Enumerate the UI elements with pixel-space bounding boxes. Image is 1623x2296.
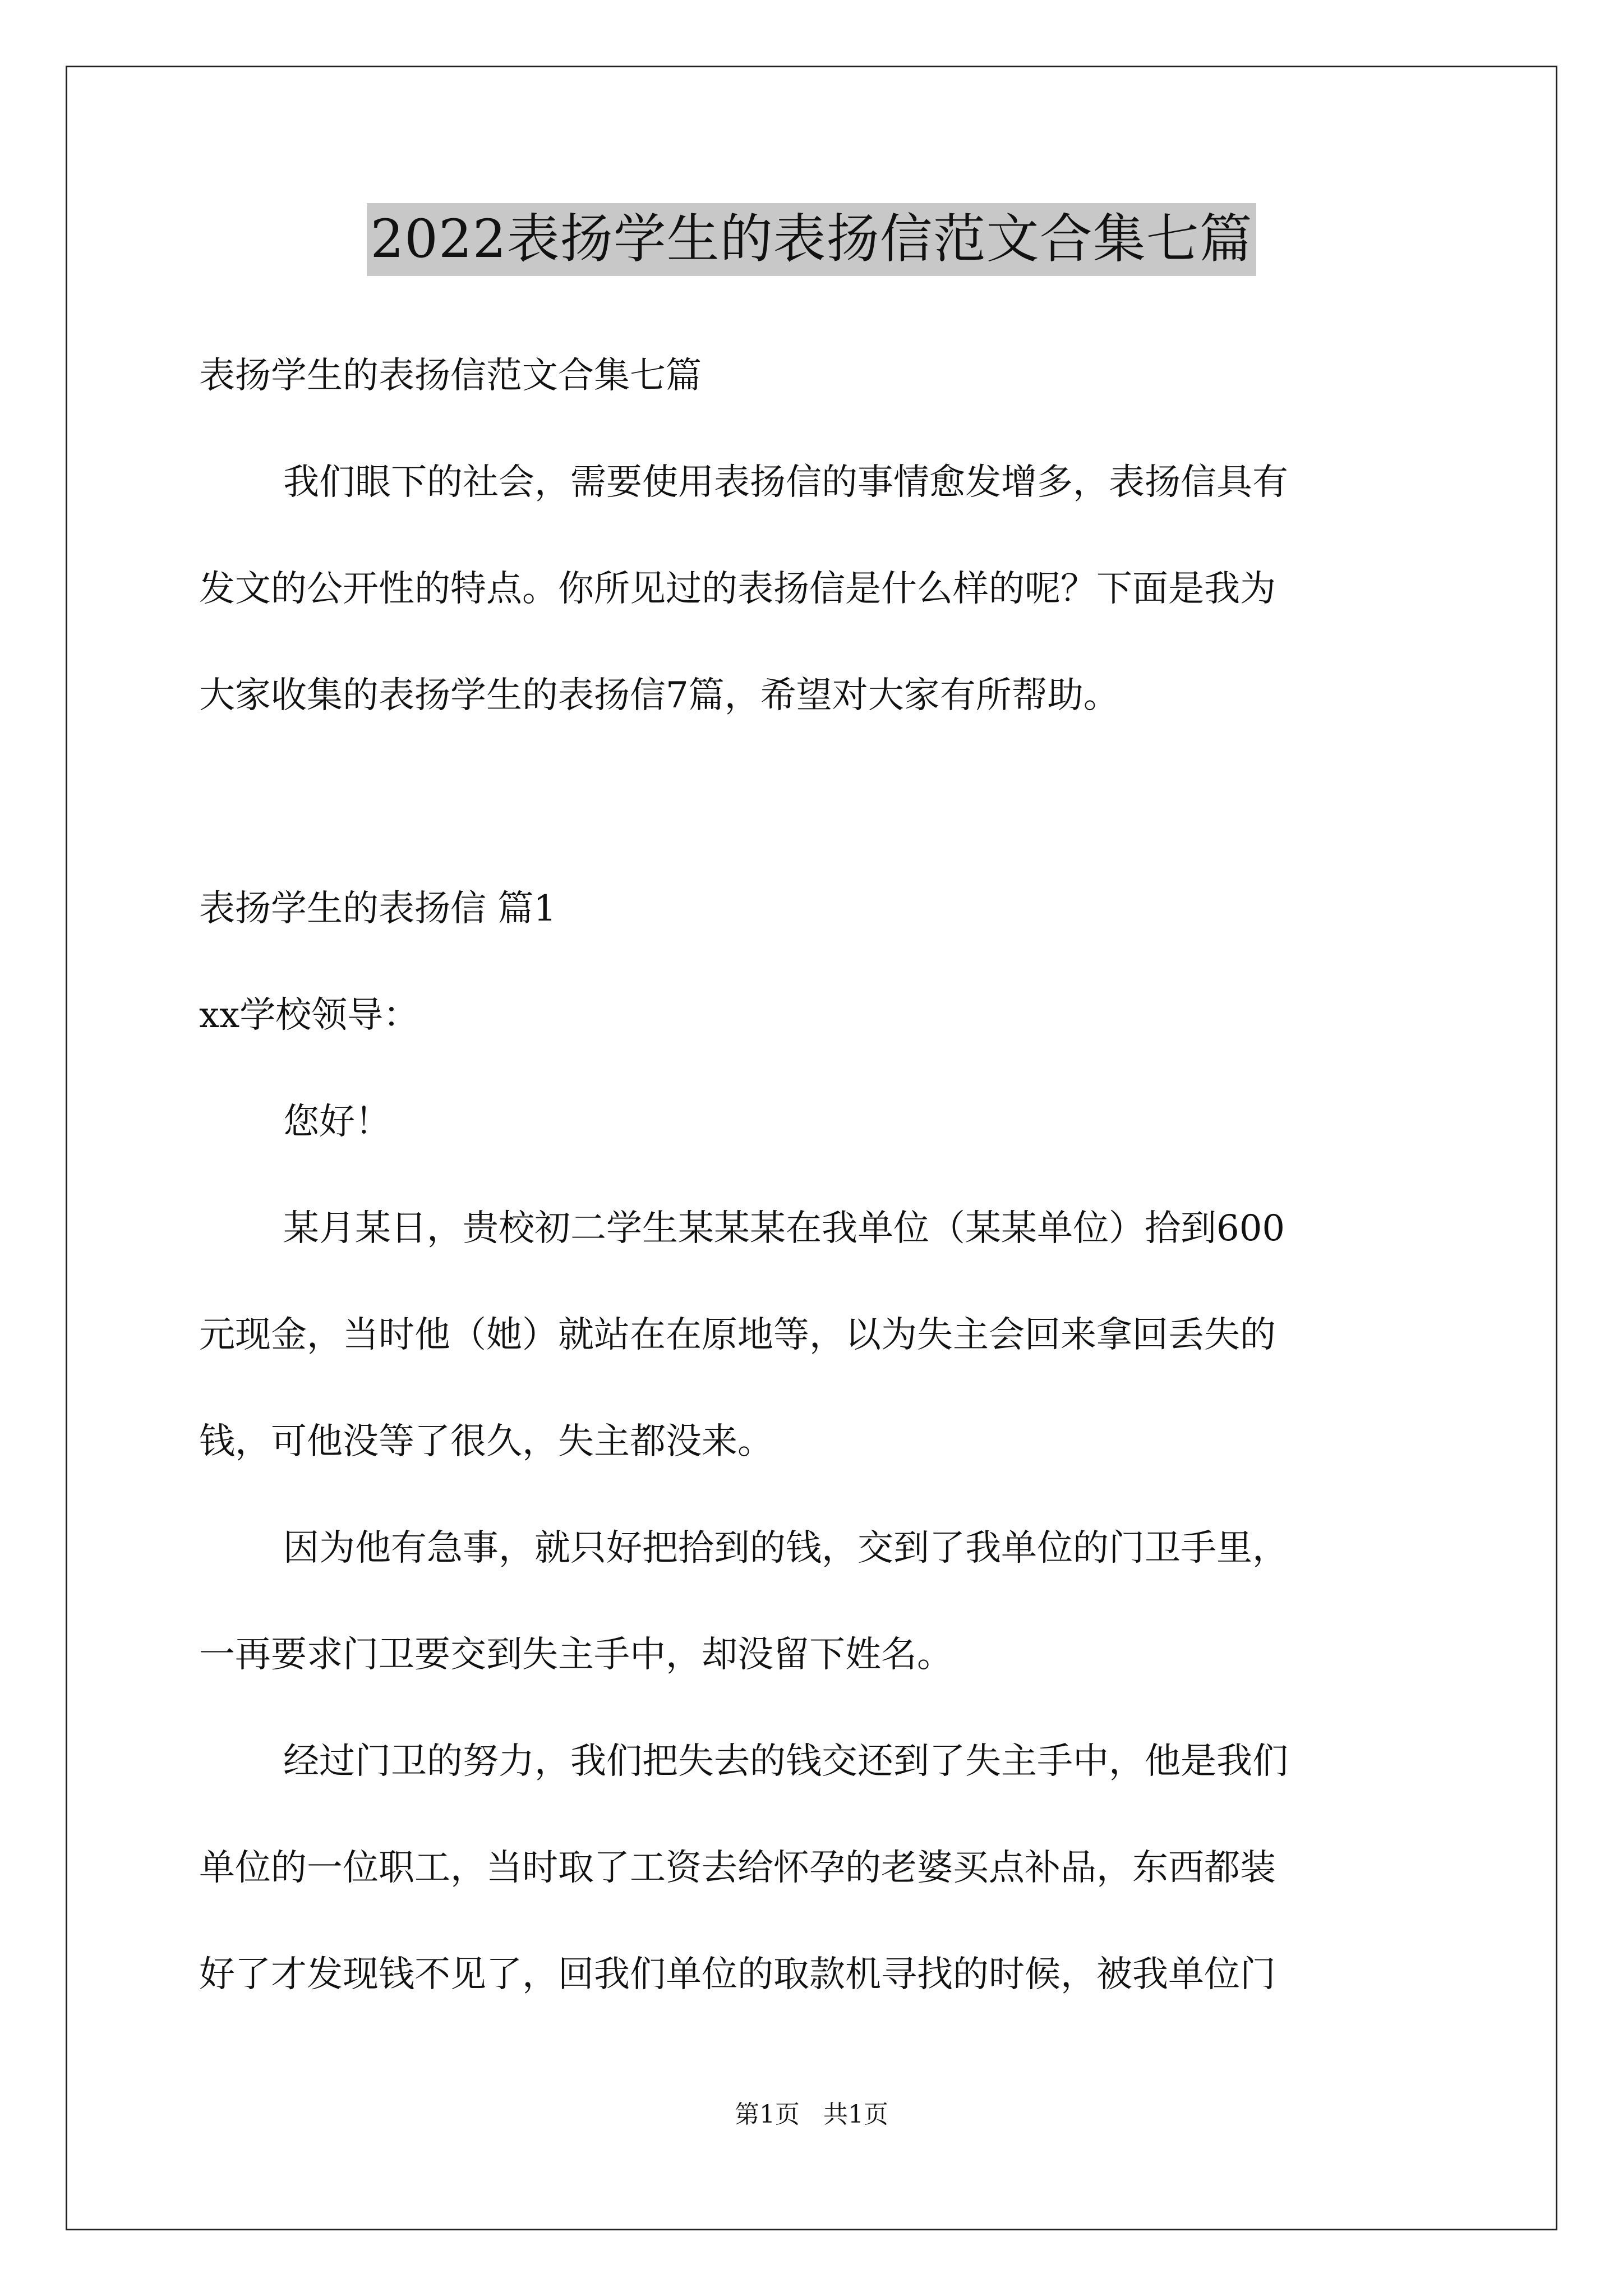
greeting: 您好！ xyxy=(283,1101,391,1143)
paragraph-3-line-2: 单位的一位职工，当时取了工资去给怀孕的老婆买点补品，东西都装 xyxy=(199,1847,1276,1889)
salutation: xx学校领导： xyxy=(199,995,419,1036)
page-number: 第1页 共1页 xyxy=(735,2100,888,2129)
intro-line-1: 我们眼下的社会，需要使用表扬信的事情愈发增多，表扬信具有 xyxy=(283,462,1288,503)
title-container xyxy=(0,203,1623,276)
intro-line-2: 发文的公开性的特点。你所见过的表扬信是什么样的呢？下面是我为 xyxy=(199,568,1276,610)
paragraph-3-line-3: 好了才发现钱不见了，回我们单位的取款机寻找的时候，被我单位门 xyxy=(199,1954,1276,1995)
paragraph-1-line-3: 钱，可他没等了很久，失主都没来。 xyxy=(199,1421,773,1462)
intro-line-3: 大家收集的表扬学生的表扬信7篇，希望对大家有所帮助。 xyxy=(199,675,1119,716)
page-footer xyxy=(0,2098,1623,2132)
section-heading: 表扬学生的表扬信 篇1 xyxy=(199,888,557,930)
paragraph-2-line-1: 因为他有急事，就只好把拾到的钱，交到了我单位的门卫手里， xyxy=(283,1527,1288,1569)
subtitle-line: 表扬学生的表扬信范文合集七篇 xyxy=(199,355,702,397)
document-title: 2022表扬学生的表扬信范文合集七篇 xyxy=(367,203,1256,276)
paragraph-3-line-1: 经过门卫的努力，我们把失去的钱交还到了失主手中，他是我们 xyxy=(283,1741,1288,1782)
paragraph-2-line-2: 一再要求门卫要交到失主手中，却没留下姓名。 xyxy=(199,1634,953,1676)
paragraph-1-line-1: 某月某日，贵校初二学生某某某在我单位（某某单位）拾到600 xyxy=(283,1208,1285,1249)
paragraph-1-line-2: 元现金，当时他（她）就站在在原地等，以为失主会回来拿回丢失的 xyxy=(199,1314,1276,1356)
